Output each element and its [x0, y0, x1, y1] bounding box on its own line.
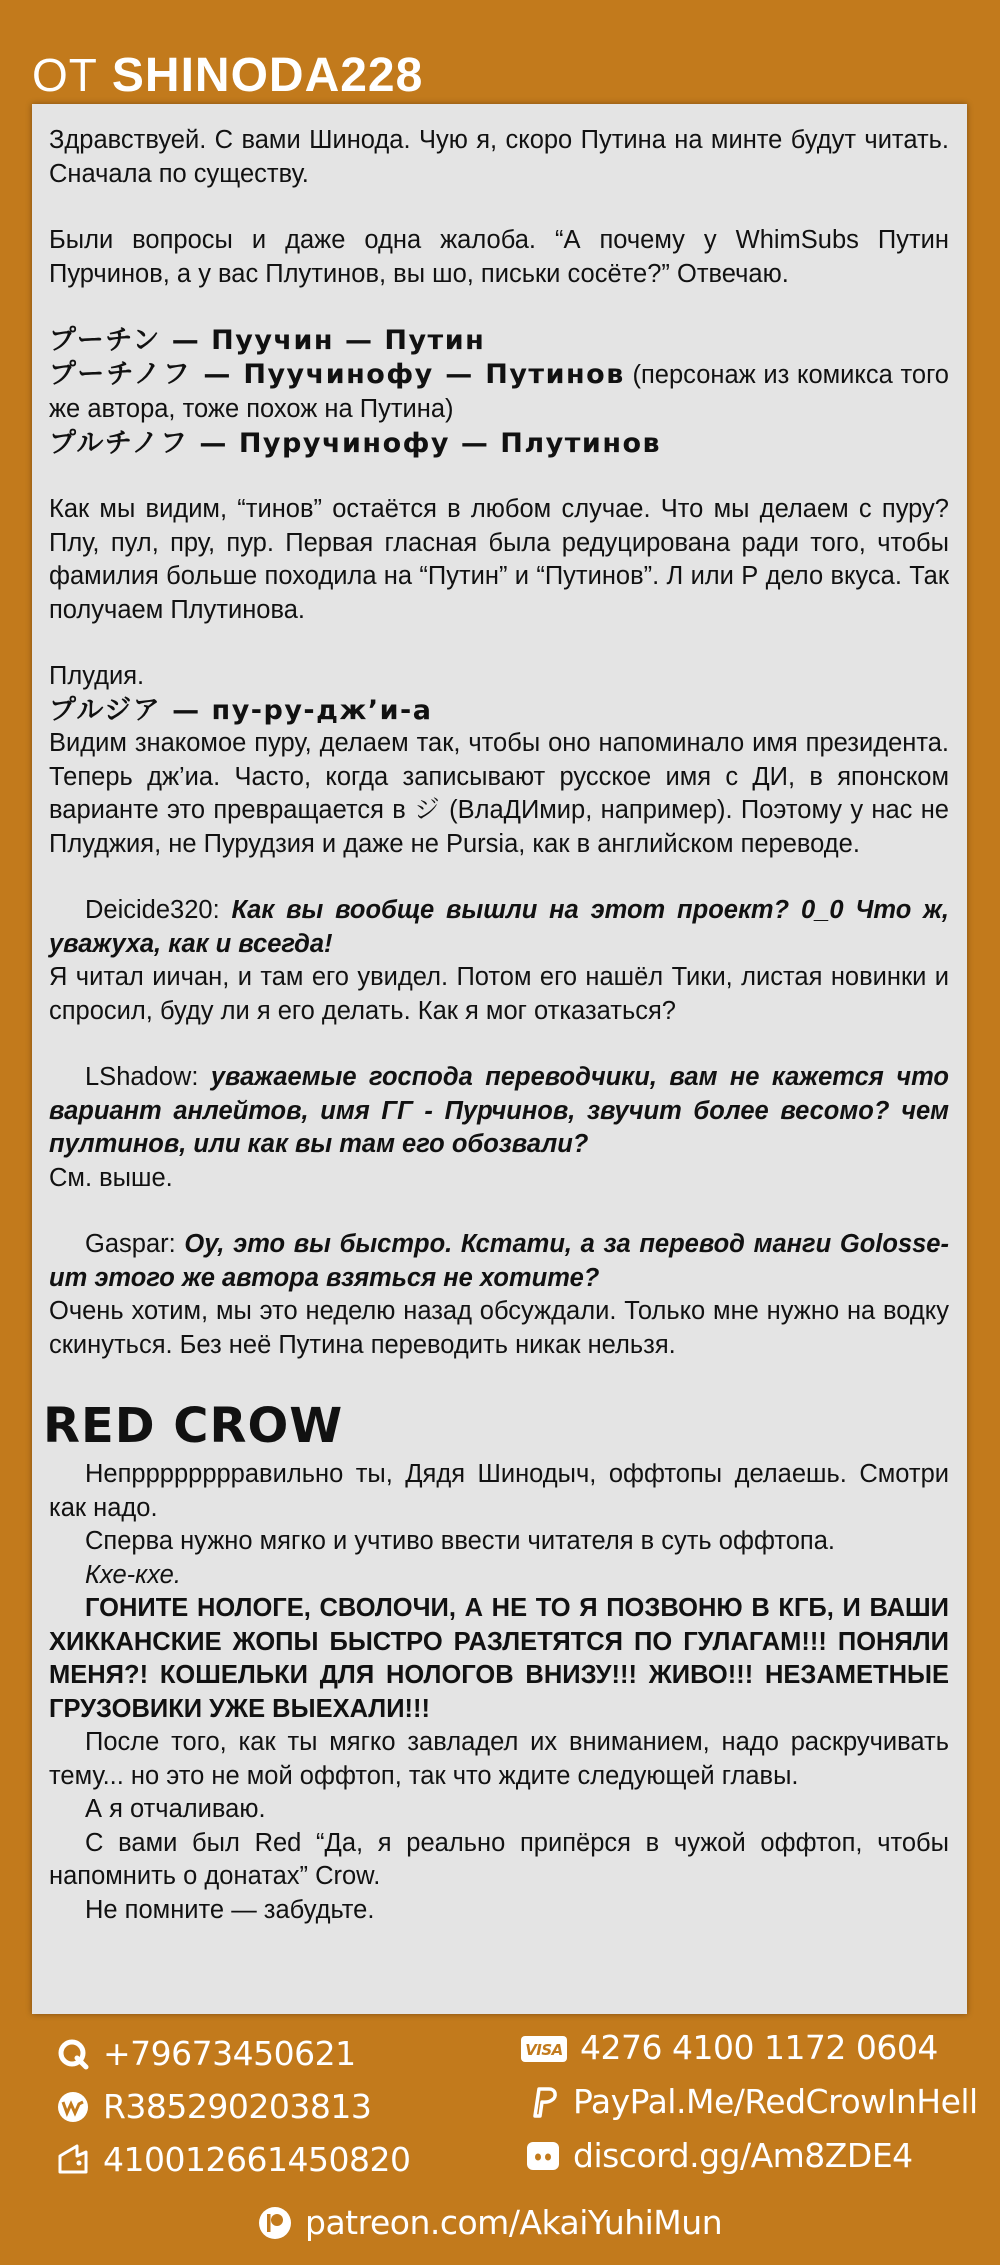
red-crow-p6: А я отчаливаю.: [85, 1795, 266, 1823]
qa-question-3: Gaspar: Оу, это вы быстро. Кстати, а за перевод манги Golosse-um этого же автора взяться не хотите?: [49, 1230, 949, 1292]
page-header: [32, 48, 423, 108]
header-prefix: ОТ: [32, 49, 98, 101]
qa-question-2: LShadow: уважаемые господа переводчики, вам не кажется что вариант анлейтов, имя ГГ - Пурчинов, звучит более весомо? чем пултинов, или как вы там его обозвали?: [49, 1063, 949, 1158]
pludiya-label: Плудия.: [49, 662, 145, 690]
visa-icon: [520, 2030, 568, 2066]
red-crow-p5: После того, как ты мягко завладел их вниманием, надо раскручивать тему... но это не мой оффтоп, так что ждите следующей главы.: [49, 1728, 949, 1790]
qiwi-number: +79673450621: [103, 2034, 356, 2073]
paypal-row[interactable]: [525, 2082, 978, 2121]
qa-answer-2: См. выше.: [49, 1163, 173, 1192]
red-crow-p1: Непрррррррравильно ты, Дядя Шинодыч, оффтопы делаешь. Смотри как надо.: [49, 1460, 949, 1522]
qa-answer-1: Я читал иичан, и там его увидел. Потом его нашёл Тики, листая новинки и спросил, буду ли я его делать. Как я мог отказаться?: [49, 963, 949, 1025]
donation-footer: [0, 2020, 1000, 2265]
qa-answer-3: Очень хотим, мы это неделю назад обсуждали. Только мне нужно на водку скинуться. Без неё Путина переводить никак нельзя.: [49, 1297, 949, 1359]
yandex-row[interactable]: [55, 2140, 410, 2179]
header-author: SHINODA228: [111, 49, 424, 102]
content-card: [32, 104, 967, 2014]
patreon-icon: [257, 2205, 293, 2241]
name-line-1: プーチン — Пуучин — Путин: [49, 325, 486, 356]
question-paragraph: Были вопросы и даже одна жалоба. “А почему у WhimSubs Путин Пурчинов, а у вас Плутинов, вы шо, письки сосёте?” Отвечаю.: [49, 226, 949, 288]
name-line-3: プルチノフ — Пуручинофу — Плутинов: [49, 427, 662, 459]
qa-user-3: Gaspar:: [85, 1230, 185, 1258]
discord-icon: [525, 2138, 561, 2174]
red-crow-p3: Кхе-кхе.: [85, 1560, 181, 1589]
svg-text:VISA: VISA: [525, 2040, 563, 2059]
qa-user-1: Deicide320:: [85, 896, 232, 924]
red-crow-p7: С вами был Red “Да, я реально припёрся в чужой оффтоп, чтобы напомнить о донатах” Crow.: [49, 1828, 949, 1890]
webmoney-icon: [55, 2089, 91, 2125]
paypal-icon: [525, 2084, 561, 2120]
paypal-link: PayPal.Me/RedCrowInHell: [573, 2082, 978, 2121]
pludiya-paragraph: Видим знакомое пуру, делаем так, чтобы оно напоминало имя президента. Теперь дж’иа. Часто, когда записывают русское имя с ДИ, в японском варианте это превращается в ジ (ВлаДИмир, например). Поэтому у нас не Плуджия, не Пурудзия и даже не Pursia, как в английском переводе.: [49, 729, 949, 858]
red-crow-p2: Сперва нужно мягко и учтиво ввести читателя в суть оффтопа.: [85, 1527, 836, 1555]
visa-row[interactable]: [520, 2028, 938, 2067]
intro-paragraph: Здравствуей. С вами Шинода. Чую я, скоро Путина на минте будут читать. Сначала по существу.: [49, 126, 949, 188]
name-line-2: プーチノフ — Пуучинофу — Путинов (персонаж из комикса того же автора, тоже похож на Путина): [49, 358, 949, 423]
qiwi-row[interactable]: [55, 2034, 356, 2073]
pludiya-jp: プルジア — пу-ру-дж’и-а: [49, 694, 433, 726]
discord-link: discord.gg/Am8ZDE4: [573, 2136, 913, 2175]
webmoney-number: R385290203813: [103, 2087, 372, 2126]
red-crow-p8: Не помните — забудьте.: [85, 1895, 375, 1924]
qa-question-1: Deicide320: Как вы вообще вышли на этот проект? 0_0 Что ж, уважуха, как и всегда!: [49, 896, 949, 958]
explain-paragraph: Как мы видим, “тинов” остаётся в любом случае. Что мы делаем с пуру? Плу, пул, пру, пур. Первая гласная была редуцирована ради того, чтобы фамилия больше походила на “Путин” и “Путинов”. Л или Р дело вкуса. Так получаем Плутинова.: [49, 495, 949, 624]
webmoney-row[interactable]: [55, 2087, 371, 2126]
discord-row[interactable]: [525, 2136, 913, 2175]
patreon-link: patreon.com/AkaiYuhiMun: [305, 2203, 723, 2242]
qa-user-2: LShadow:: [85, 1063, 211, 1091]
red-crow-caps: ГОНИТЕ НОЛОГЕ, СВОЛОЧИ, А НЕ ТО Я ПОЗВОНЮ В КГБ, И ВАШИ ХИККАНСКИЕ ЖОПЫ БЫСТРО РАЗЛЕТЯТСЯ ПО ГУЛАГАМ!!! ПОНЯЛИ МЕНЯ?! КОШЕЛЬКИ ДЛЯ НОЛОГОВ ВНИЗУ!!! ЖИВО!!! НЕЗАМЕТНЫЕ ГРУЗОВИКИ УЖЕ ВЫЕХАЛИ!!!: [49, 1594, 949, 1723]
patreon-row[interactable]: [257, 2203, 722, 2242]
yandex-number: 410012661450820: [103, 2140, 411, 2179]
yandex-money-icon: [55, 2142, 91, 2178]
visa-number: 4276 4100 1172 0604: [580, 2028, 938, 2067]
red-crow-title: RED CROW: [43, 1398, 344, 1454]
name-line-2-note: (персонаж из комикса того же автора, тоже похож на Путина): [49, 360, 949, 423]
qiwi-icon: [55, 2036, 91, 2072]
